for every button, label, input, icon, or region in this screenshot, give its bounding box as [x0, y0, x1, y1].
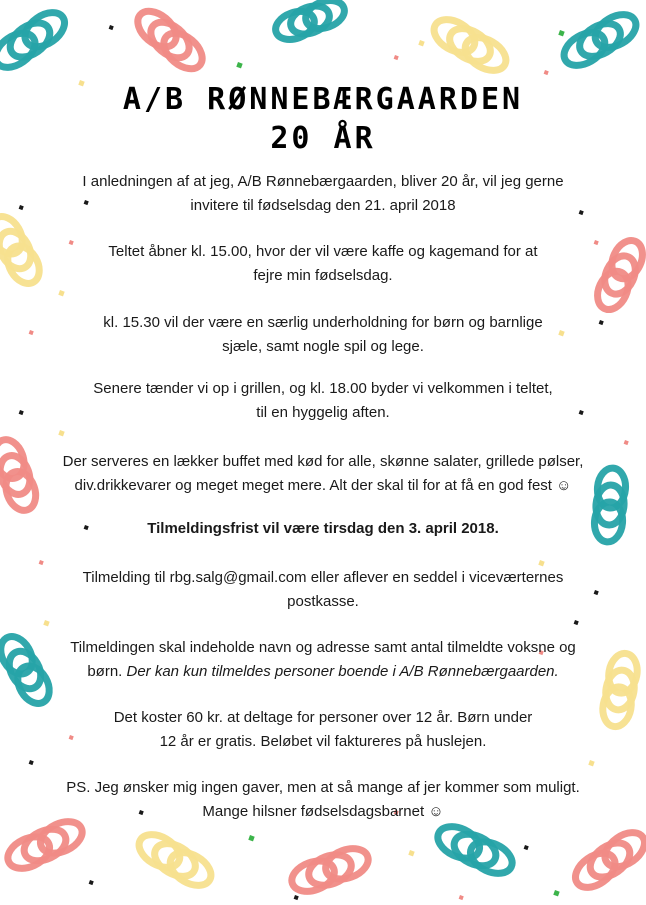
paragraph-entertainment [40, 311, 606, 359]
paragraph-line [40, 660, 606, 684]
paragraph-line: PS. Jeg ønsker mig ingen gaver, men at så mange af jer kommer som muligt. [66, 779, 580, 796]
paragraph-line: 12 år er gratis. Beløbet vil faktureres på huslejen. [159, 733, 487, 750]
paragraph-signup [40, 566, 606, 614]
paragraph-ps [40, 776, 606, 824]
paragraph-invitation [40, 170, 606, 218]
paragraph-grill [40, 377, 606, 425]
paragraph-tent-opening [40, 240, 606, 288]
paragraph-line: til en hyggelig aften. [256, 404, 390, 421]
paragraph-line: fejre min fødselsdag. [253, 267, 393, 284]
paragraph-line: kl. 15.30 vil der være en særlig underholdning for børn og barnlige [103, 314, 543, 331]
paragraph-line: Der serveres en lækker buffet med kød for alle, skønne salater, grillede pølser, [62, 453, 584, 470]
paragraph-buffet [40, 450, 606, 498]
paragraph-line: Mange hilsner fødselsdagsbarnet ☺ [202, 803, 444, 820]
paragraph-line: invitere til fødselsdag den 21. april 2018 [190, 197, 456, 214]
paragraph-line: sjæle, samt nogle spil og lege. [222, 338, 424, 355]
title-line-2: 20 ÅR [270, 121, 376, 156]
paragraph-line: Tilmeldingen skal indeholde navn og adresse samt antal tilmeldte voksne og [70, 639, 576, 656]
paragraph-line: Tilmeldingsfrist vil være tirsdag den 3. april 2018. [147, 520, 499, 537]
paragraph-line: Senere tænder vi op i grillen, og kl. 18.00 byder vi velkommen i teltet, [93, 380, 553, 397]
paragraph-price [40, 706, 606, 754]
paragraph-line: postkasse. [287, 593, 359, 610]
paragraph-deadline [40, 517, 606, 541]
paragraph-line: Det koster 60 kr. at deltage for personer over 12 år. Børn under [113, 709, 533, 726]
residents-only-note: Der kan kun tilmeldes personer boende i A/B Rønnebærgaarden. [126, 663, 559, 680]
paragraph-line: Teltet åbner kl. 15.00, hvor der vil være kaffe og kagemand for at [108, 243, 538, 260]
paragraph-signup-requirements [40, 636, 606, 684]
paragraph-line: div.drikkevarer og meget meget mere. Alt der skal til for at få en god fest ☺ [74, 477, 572, 494]
title-line-1: A/B RØNNEBÆRGAARDEN [122, 82, 524, 117]
paragraph-line: I anledningen af at jeg, A/B Rønnebærgaarden, bliver 20 år, vil jeg gerne [82, 173, 564, 190]
paragraph-text: børn. [87, 663, 127, 680]
paragraph-line: Tilmelding til rbg.salg@gmail.com eller aflever en seddel i viceværternes [82, 569, 564, 586]
